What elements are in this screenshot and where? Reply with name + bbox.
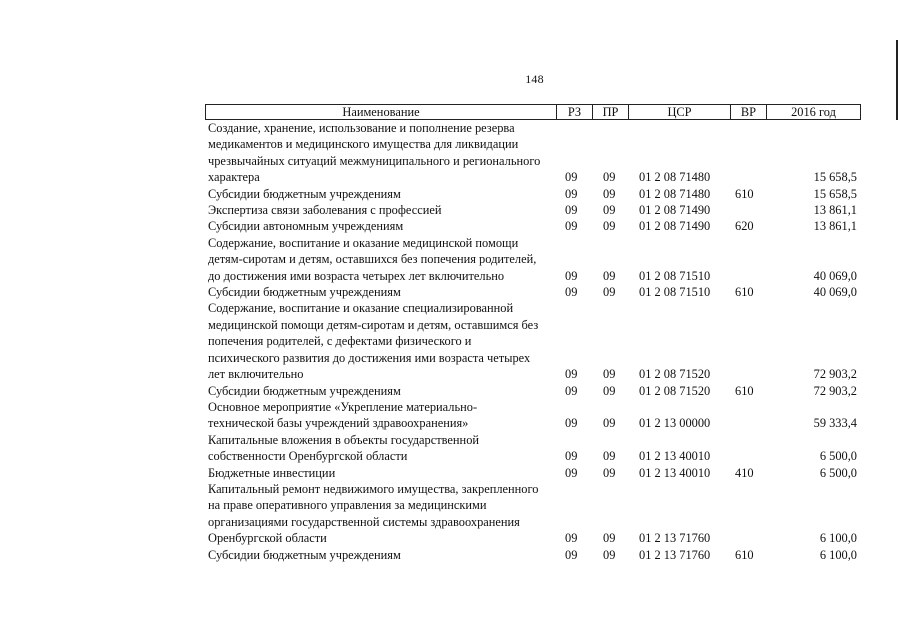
row-csr: 01 2 13 71760 (639, 531, 711, 546)
row-sum: 6 100,0 (819, 531, 857, 546)
row-csr: 01 2 08 71490 (639, 203, 711, 218)
table-row (205, 235, 861, 284)
row-rz: 09 (565, 268, 578, 283)
table-header (205, 104, 861, 120)
row-pr: 09 (603, 186, 616, 201)
row-csr: 01 2 08 71510 (639, 285, 711, 300)
row-csr: 01 2 08 71510 (639, 268, 711, 283)
row-name: Бюджетные инвестиции (208, 465, 336, 480)
row-sum: 72 903,2 (813, 383, 857, 398)
row-vr: 610 (735, 285, 754, 300)
row-vr: 610 (735, 186, 754, 201)
row-vr: 610 (735, 383, 754, 398)
row-vr: 610 (735, 547, 754, 562)
row-name: Содержание, воспитание и оказание специализированной медицинской помощи детям-сиротам и детям, оставшимся без попечения родителей, с дефектами физического и психического развития до достижения ими возраста четырех лет включительно (208, 301, 539, 382)
header-csr: ЦСР (628, 105, 730, 119)
row-name: Основное мероприятие «Укрепление материально- технической базы учреждений здравоохранения» (208, 399, 478, 431)
row-csr: 01 2 08 71480 (639, 170, 711, 185)
row-rz: 09 (565, 465, 578, 480)
row-rz: 09 (565, 547, 578, 562)
row-name: Субсидии бюджетным учреждениям (208, 383, 401, 398)
row-pr: 09 (603, 449, 616, 464)
row-pr: 09 (603, 416, 616, 431)
table-row (205, 399, 861, 432)
row-sum: 15 658,5 (813, 186, 857, 201)
row-sum: 40 069,0 (813, 268, 857, 283)
table-row (205, 465, 861, 481)
header-pr: ПР (592, 105, 628, 119)
row-rz: 09 (565, 367, 578, 382)
row-rz: 09 (565, 170, 578, 185)
row-sum: 15 658,5 (813, 170, 857, 185)
table-row (205, 284, 861, 300)
row-name: Капитальные вложения в объекты государственной собственности Оренбургской области (208, 432, 480, 464)
row-rz: 09 (565, 449, 578, 464)
row-csr: 01 2 13 71760 (639, 547, 711, 562)
row-pr: 09 (603, 268, 616, 283)
row-rz: 09 (565, 416, 578, 431)
header-year: 2016 год (766, 105, 860, 119)
row-pr: 09 (603, 219, 616, 234)
row-rz: 09 (565, 383, 578, 398)
table-row (205, 186, 861, 202)
row-name: Субсидии бюджетным учреждениям (208, 186, 401, 201)
row-csr: 01 2 13 40010 (639, 449, 711, 464)
row-name: Субсидии автономным учреждениям (208, 219, 404, 234)
table-row (205, 547, 861, 563)
row-pr: 09 (603, 465, 616, 480)
row-pr: 09 (603, 170, 616, 185)
table-body (205, 120, 861, 563)
row-pr: 09 (603, 383, 616, 398)
row-pr: 09 (603, 547, 616, 562)
row-csr: 01 2 13 40010 (639, 465, 711, 480)
row-vr: 410 (735, 465, 754, 480)
row-name: Содержание, воспитание и оказание медицинской помощи детям-сиротам и детям, оставшихся без попечения родителей, до достижения ими возраста четырех лет включительно (208, 235, 537, 283)
row-rz: 09 (565, 219, 578, 234)
row-name: Создание, хранение, использование и пополнение резерва медикаментов и медицинского имущества для ликвидации чрезвычайных ситуаций межмуниципального и регионального характера (208, 121, 541, 185)
row-csr: 01 2 08 71520 (639, 367, 711, 382)
table-row (205, 300, 861, 382)
row-sum: 6 500,0 (819, 449, 857, 464)
row-rz: 09 (565, 186, 578, 201)
row-sum: 40 069,0 (813, 285, 857, 300)
row-rz: 09 (565, 531, 578, 546)
header-rz: РЗ (556, 105, 592, 119)
table-row (205, 202, 861, 218)
row-vr: 620 (735, 219, 754, 234)
row-sum: 6 500,0 (819, 465, 857, 480)
table-row (205, 218, 861, 234)
row-name: Экспертиза связи заболевания с профессией (208, 203, 442, 218)
row-sum: 59 333,4 (813, 416, 857, 431)
table-row (205, 432, 861, 465)
row-name: Субсидии бюджетным учреждениям (208, 547, 401, 562)
row-pr: 09 (603, 531, 616, 546)
row-rz: 09 (565, 203, 578, 218)
row-csr: 01 2 08 71490 (639, 219, 711, 234)
row-csr: 01 2 13 00000 (639, 416, 711, 431)
header-vr: ВР (730, 105, 766, 119)
row-name: Капитальный ремонт недвижимого имущества, закрепленного на праве оперативного управления за медицинскими организациями государственной системы здравоохранения Оренбургской области (208, 481, 539, 546)
row-pr: 09 (603, 285, 616, 300)
table-row (205, 481, 861, 547)
table-row (205, 120, 861, 186)
row-csr: 01 2 08 71480 (639, 186, 711, 201)
row-pr: 09 (603, 203, 616, 218)
row-name: Субсидии бюджетным учреждениям (208, 285, 401, 300)
header-name: Наименование (342, 105, 420, 119)
row-csr: 01 2 08 71520 (639, 383, 711, 398)
row-sum: 72 903,2 (813, 367, 857, 382)
row-sum: 13 861,1 (813, 219, 857, 234)
row-sum: 6 100,0 (819, 547, 857, 562)
row-pr: 09 (603, 367, 616, 382)
row-rz: 09 (565, 285, 578, 300)
table-row (205, 383, 861, 399)
budget-table (205, 104, 861, 563)
page-number: 148 (525, 72, 544, 86)
row-sum: 13 861,1 (813, 203, 857, 218)
